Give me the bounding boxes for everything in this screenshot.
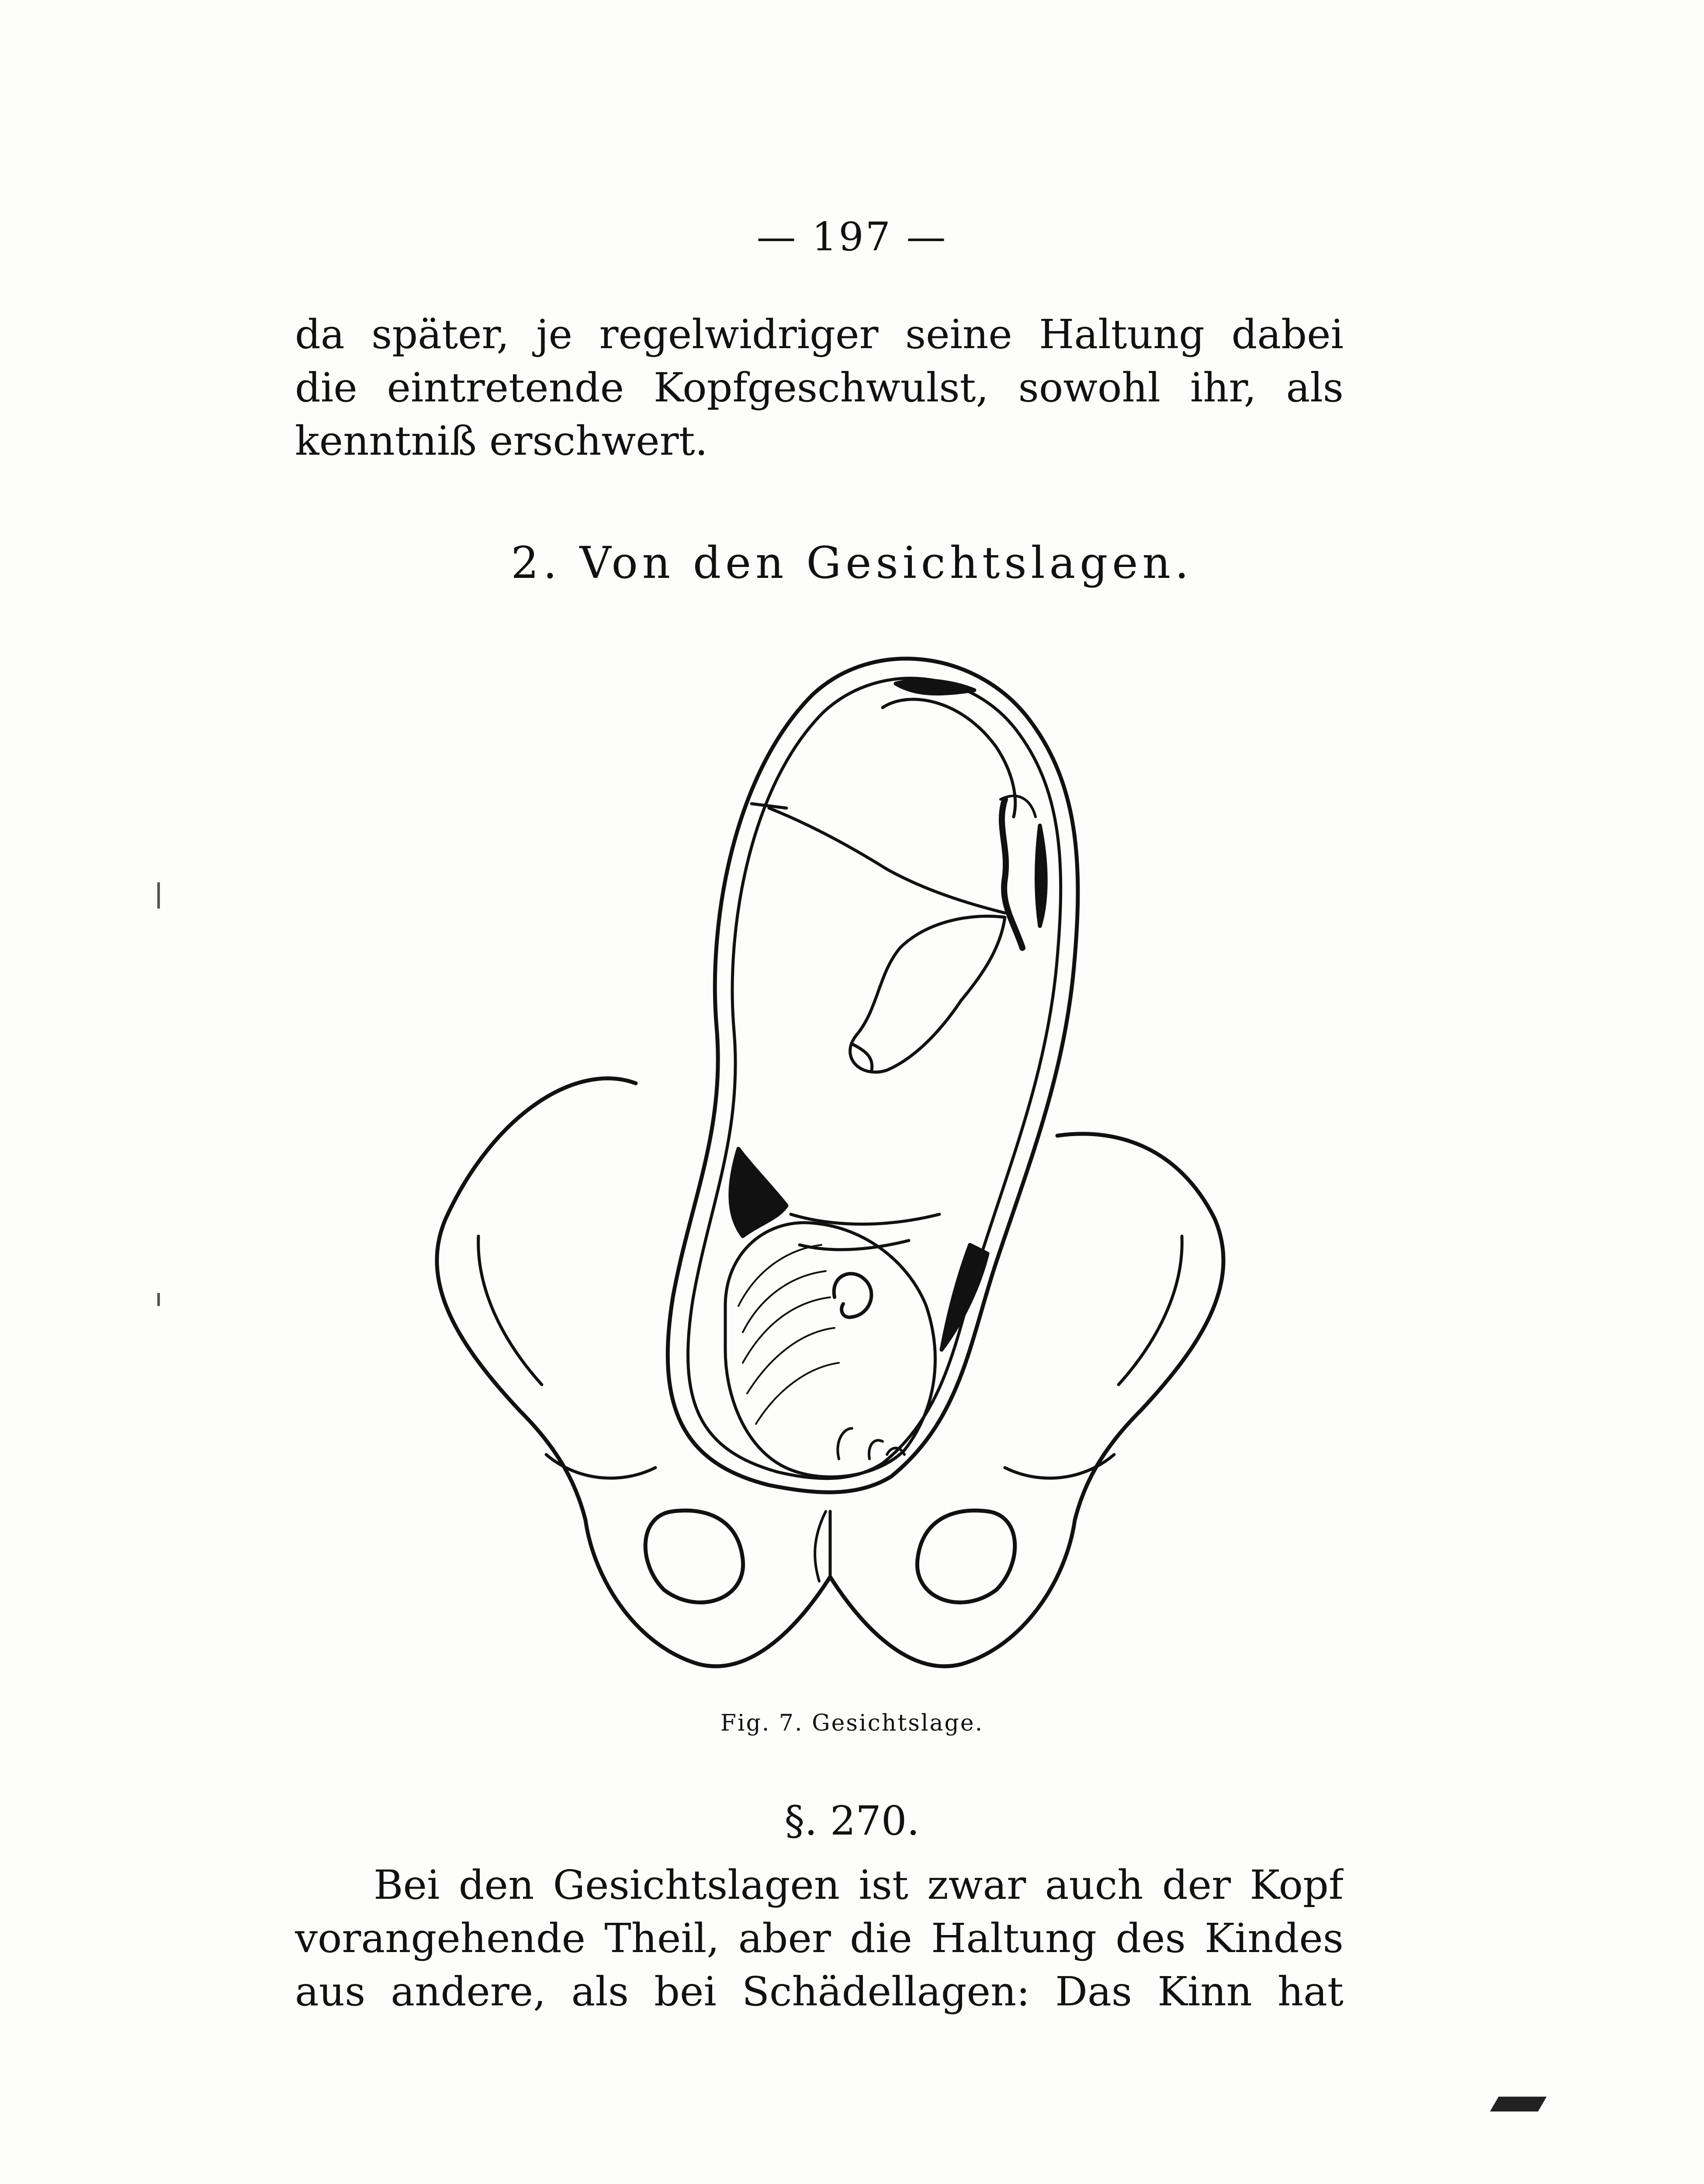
section-number: §. 270. [784,1797,920,1844]
section-paragraph [295,1859,1344,2018]
pelvis-drawing [437,1078,1223,1666]
paragraph-line: die eintretende Kopfgeschwulst, sowohl ihr, als [295,364,1344,411]
section-heading: 2. Von den Gesichtslagen. [511,537,1193,588]
figure-illustration [393,642,1267,1704]
uterus-drawing [668,659,1078,1493]
scan-artifact [157,1293,160,1306]
page-number: — 197 — [756,214,948,260]
paragraph-line: da später, je regelwidriger seine Haltung dabei [295,311,1344,358]
fetus-drawing [725,699,1036,1477]
scan-artifact [1490,2097,1547,2111]
scan-artifact [157,882,160,909]
paragraph-line: Bei den Gesichtslagen ist zwar auch der Kopf [374,1862,1344,1908]
figure-caption: Fig. 7. Gesichtslage. [720,1710,984,1736]
top-paragraph [295,308,1344,468]
paragraph-line: aus andere, als bei Schädellagen: Das Kinn hat [295,1968,1344,2015]
paragraph-line: kenntniß erschwert. [295,418,708,464]
paragraph-line: vorangehende Theil, aber die Haltung des Kindes [295,1915,1344,1962]
